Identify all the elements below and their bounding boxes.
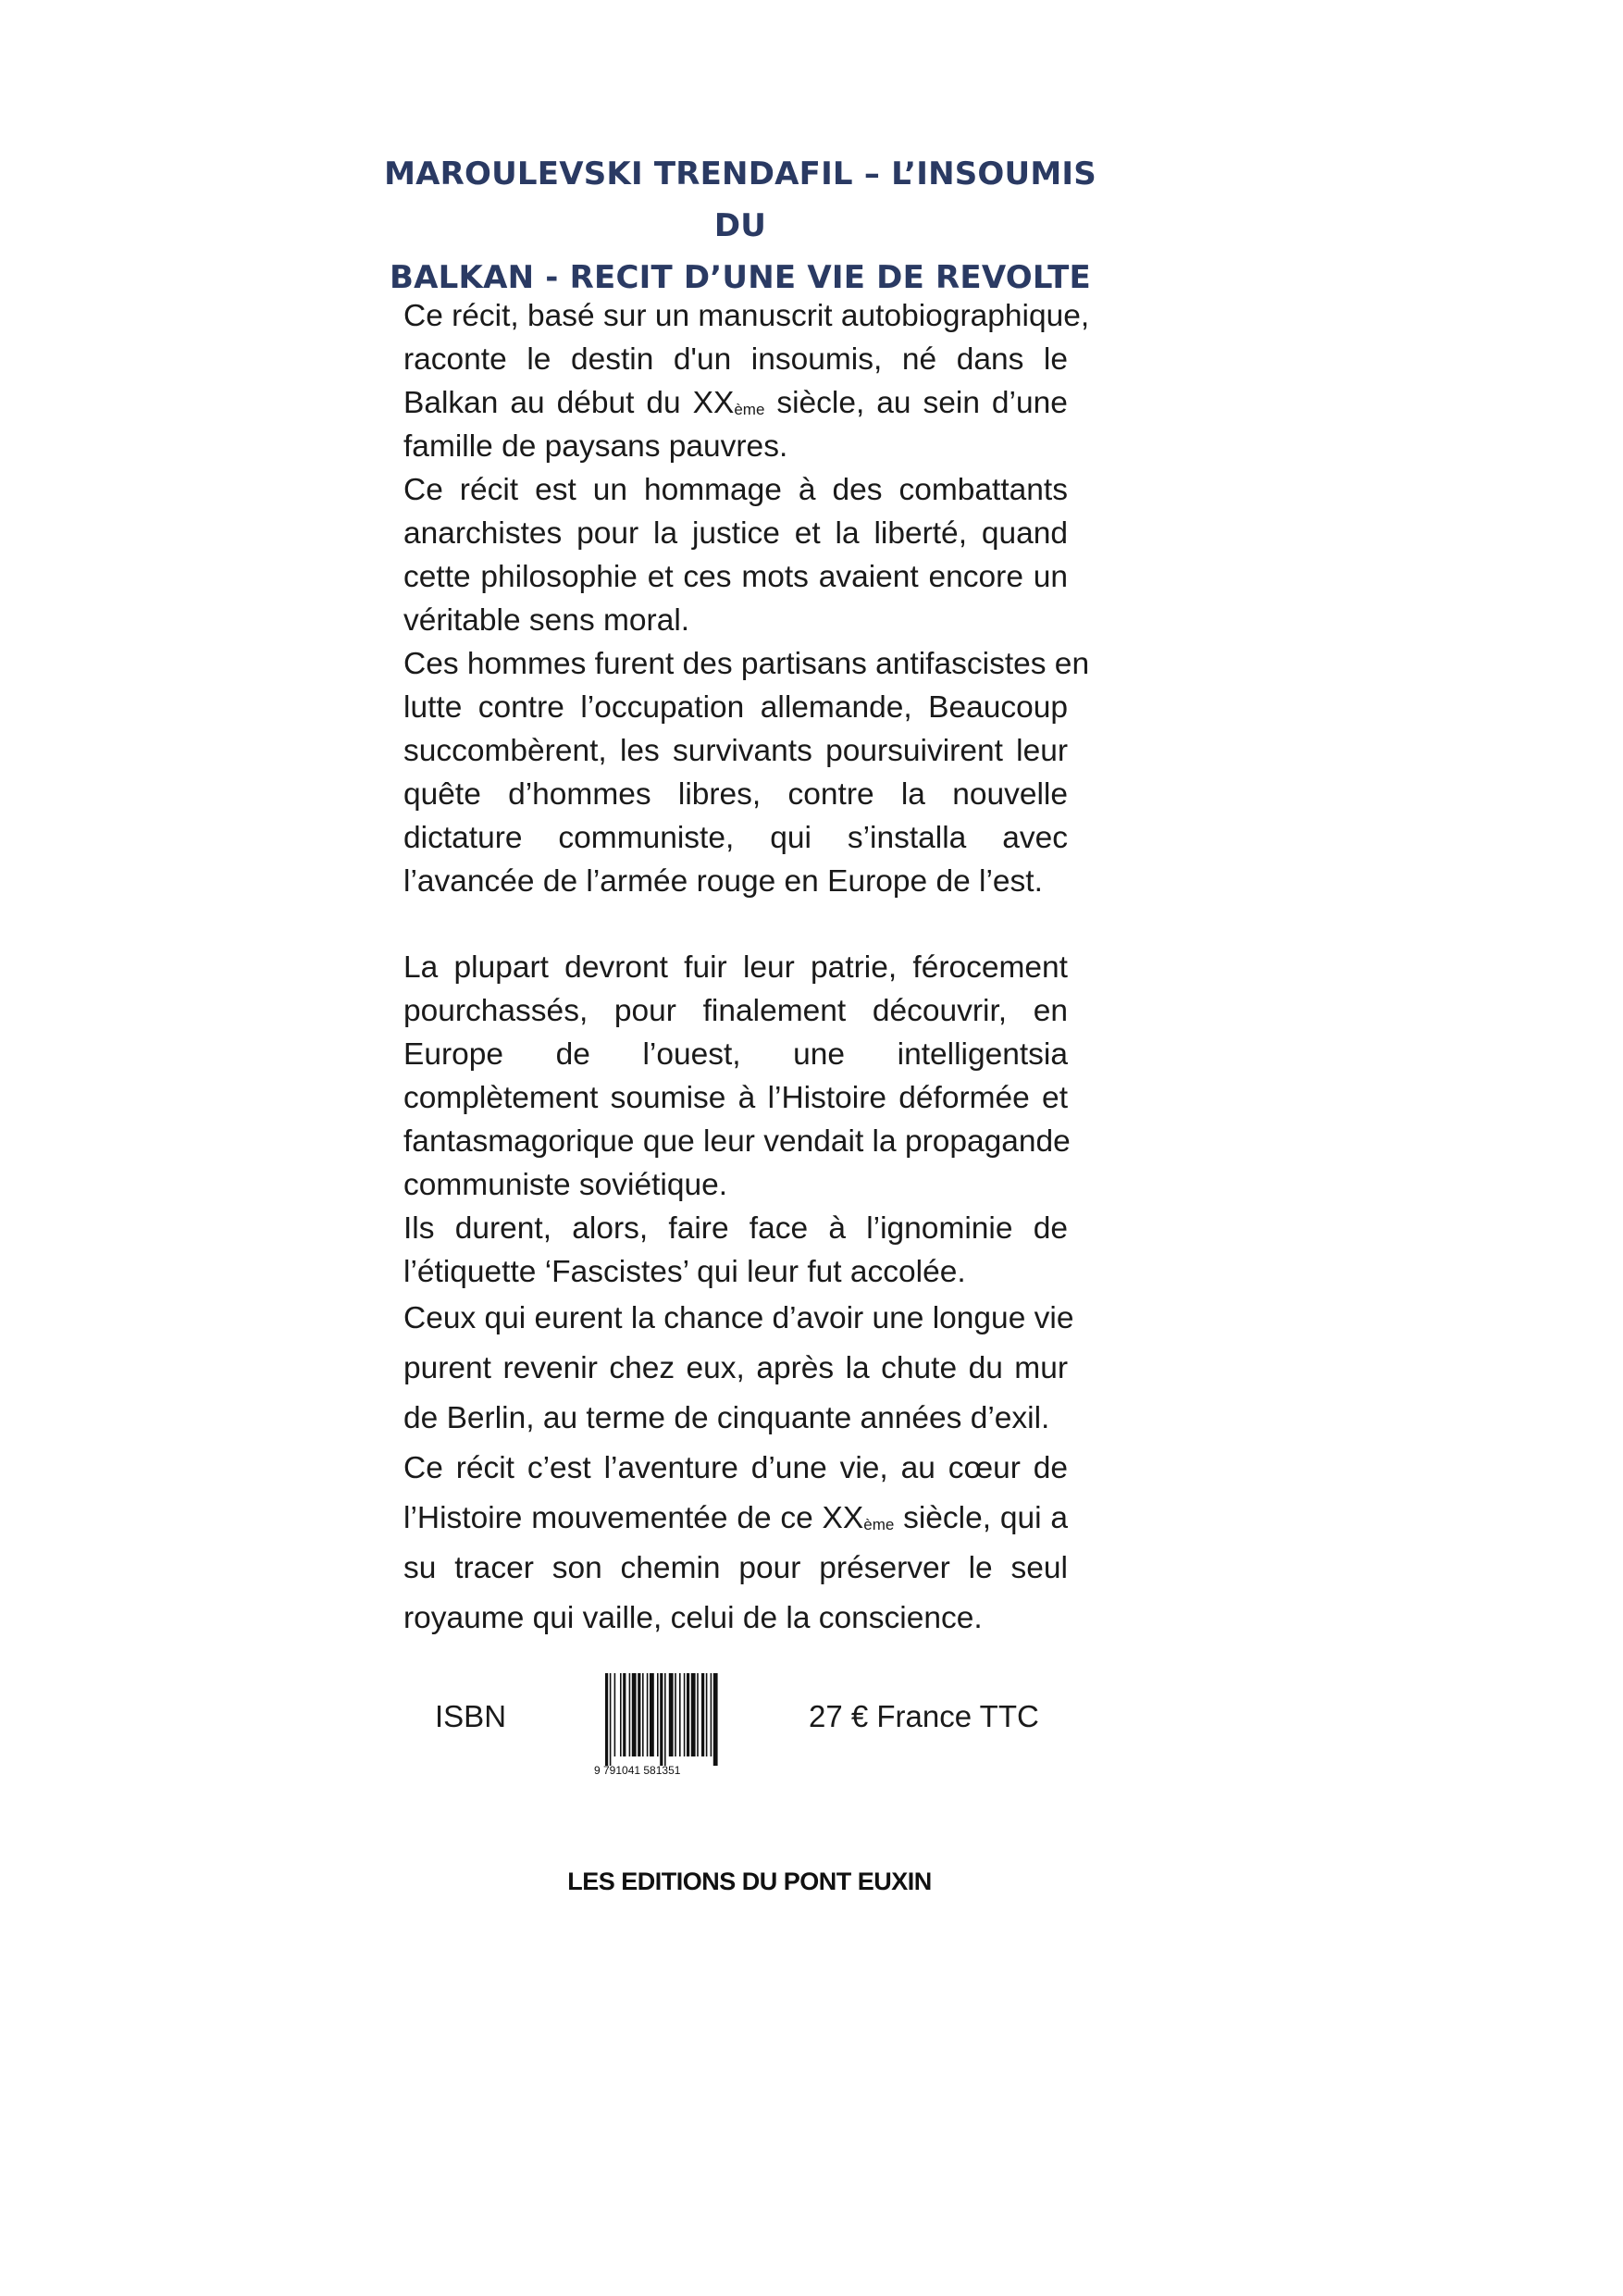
text-line: fantasmagorique que leur vendait la propagande: [403, 1124, 1071, 1159]
barcode-bar: [669, 1673, 674, 1756]
text-line: succombèrent, les survivants poursuivirent leur: [403, 734, 1068, 768]
isbn-barcode: [592, 1673, 754, 1777]
barcode-bar: [697, 1673, 699, 1756]
text-line: l’Histoire mouvementée de ce XXème siècle, qui a: [403, 1501, 1068, 1535]
barcode-bar: [638, 1673, 640, 1756]
paragraph-3: [403, 642, 1090, 903]
paragraph-7: [403, 1444, 1068, 1644]
superscript: ème: [863, 1516, 895, 1533]
paragraph-1: [403, 294, 1090, 468]
text-line: l’avancée de l’armée rouge en Europe de l’est.: [403, 864, 1043, 899]
barcode-bar: [711, 1673, 712, 1756]
isbn-price-row: [0, 1673, 1623, 1784]
paragraph-4: [403, 946, 1071, 1207]
text-line: Ce récit est un hommage à des combattants: [403, 473, 1068, 507]
text-line: véritable sens moral.: [403, 603, 690, 638]
text-line: famille de paysans pauvres.: [403, 429, 788, 464]
text-line: La plupart devront fuir leur patrie, férocement: [403, 950, 1068, 985]
text-line: Ce récit, basé sur un manuscrit autobiographique,: [403, 299, 1090, 333]
superscript: ème: [734, 401, 765, 418]
paragraph-6: [403, 1294, 1074, 1444]
barcode-bar: [647, 1673, 649, 1756]
publisher-name: LES EDITIONS DU PONT EUXIN: [567, 1868, 932, 1895]
text-line: raconte le destin d'un insoumis, né dans le: [403, 342, 1068, 377]
text-line: Europe de l’ouest, une intelligentsia: [403, 1037, 1068, 1072]
paragraph-2: [403, 468, 1068, 642]
barcode-bar: [642, 1673, 644, 1756]
barcode-bar: [629, 1673, 631, 1756]
text-line: communiste soviétique.: [403, 1168, 728, 1202]
barcode-bar: [706, 1673, 708, 1756]
text-line: Balkan au début du XXème siècle, au sein d’une: [403, 386, 1068, 420]
barcode-bar: [664, 1673, 666, 1766]
title-line-1: MAROULEVSKI TRENDAFIL – L’INSOUMIS DU: [384, 155, 1096, 244]
barcode-bar: [691, 1673, 696, 1756]
barcode-bar: [713, 1673, 718, 1766]
barcode-bar: [687, 1673, 689, 1756]
text-line: royaume qui vaille, celui de la conscience.: [403, 1601, 983, 1635]
text-line: pourchassés, pour finalement découvrir, en: [403, 994, 1068, 1028]
barcode-bar: [657, 1673, 659, 1756]
text-line: Ce récit c’est l’aventure d’une vie, au cœur de: [403, 1451, 1068, 1485]
text-line: dictature communiste, qui s’installa avec: [403, 821, 1068, 855]
barcode-bar: [660, 1673, 663, 1766]
barcode-bar: [610, 1673, 612, 1766]
title-line-2: BALKAN - RECIT D’UNE VIE DE REVOLTE: [390, 259, 1091, 296]
barcode-bar: [620, 1673, 622, 1756]
text-line: Ils durent, alors, faire face à l’ignominie de: [403, 1211, 1068, 1246]
text-line: de Berlin, au terme de cinquante années d’exil.: [403, 1401, 1050, 1435]
barcode-bar: [684, 1673, 686, 1756]
text-line: Ces hommes furent des partisans antifascistes en: [403, 647, 1090, 681]
text-line: quête d’hommes libres, contre la nouvelle: [403, 777, 1068, 812]
text-line: l’étiquette ‘Fascistes’ qui leur fut accolée.: [403, 1255, 966, 1289]
text-line: Ceux qui eurent la chance d’avoir une longue vie: [403, 1301, 1074, 1335]
synopsis: [403, 294, 1090, 1644]
book-title: [370, 148, 1110, 304]
text-line: anarchistes pour la justice et la liberté, quand: [403, 516, 1068, 551]
isbn-label: ISBN: [435, 1699, 507, 1733]
barcode-bar: [623, 1673, 626, 1756]
barcode-bar: [605, 1673, 608, 1766]
text-line: cette philosophie et ces mots avaient encore un: [403, 560, 1068, 594]
barcode-bar: [675, 1673, 676, 1756]
barcode-bar: [701, 1673, 704, 1756]
barcode-bar: [650, 1673, 654, 1756]
paragraph-5: [403, 1207, 1068, 1294]
barcode-bar: [632, 1673, 637, 1756]
text-line: su tracer son chemin pour préserver le seul: [403, 1551, 1068, 1585]
barcode-bar: [614, 1673, 616, 1756]
barcode-bar: [679, 1673, 681, 1756]
price-label: 27 € France TTC: [809, 1699, 1039, 1733]
text-line: complètement soumise à l’Histoire déformée et: [403, 1081, 1068, 1115]
barcode-digits: 9 791041 581351: [594, 1764, 681, 1777]
text-line: purent revenir chez eux, après la chute du mur: [403, 1351, 1068, 1385]
text-line: lutte contre l’occupation allemande, Beaucoup: [403, 690, 1068, 725]
